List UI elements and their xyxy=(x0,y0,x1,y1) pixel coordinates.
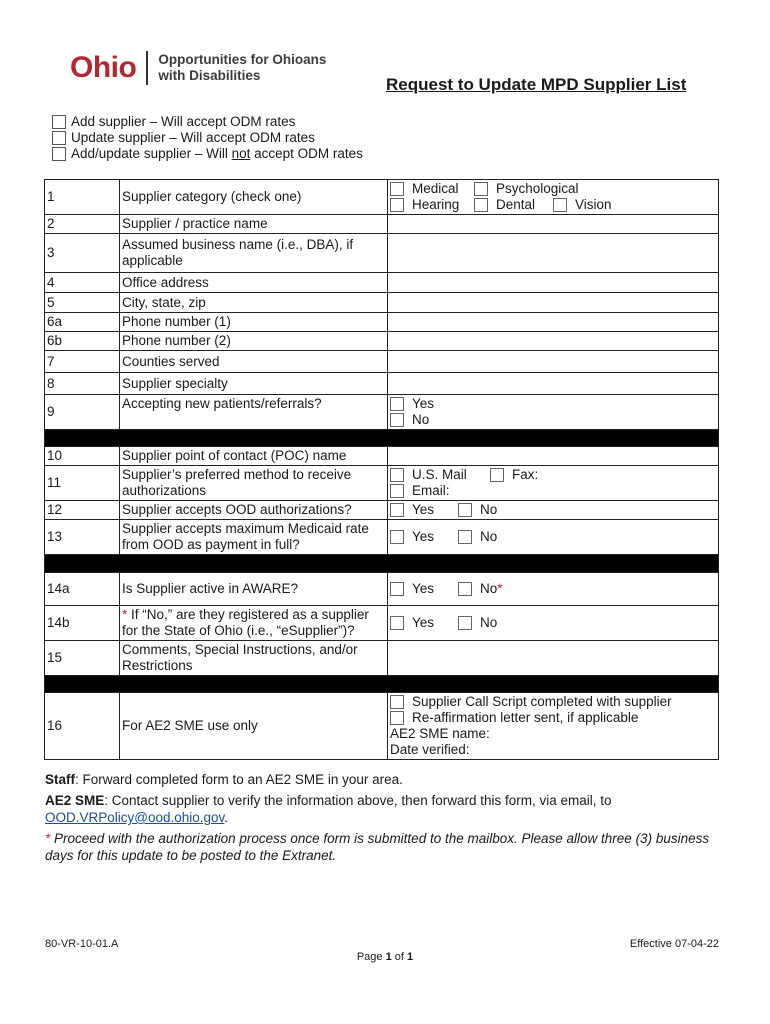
dental-label: Dental xyxy=(496,197,536,212)
option-add-update-supplier xyxy=(52,146,363,162)
city-state-zip-field[interactable] xyxy=(388,293,719,313)
proceed-note: * Proceed with the authorization process once form is submitted to the mailbox. Please allow three (3) business days for this update to be posted to the Extranet. xyxy=(45,831,710,863)
fax-checkbox[interactable] xyxy=(490,468,504,482)
row-number: 14b xyxy=(45,606,120,641)
row-number: 6b xyxy=(45,332,120,351)
yes-label: Yes xyxy=(412,581,435,596)
accepting-no-checkbox[interactable] xyxy=(390,413,404,427)
email-label: Email: xyxy=(412,483,450,498)
medical-label: Medical xyxy=(412,181,459,196)
esupplier-no-checkbox[interactable] xyxy=(458,616,472,630)
table-row xyxy=(45,520,719,555)
phone-1-field[interactable] xyxy=(388,313,719,332)
row-number: 10 xyxy=(45,447,120,466)
supplier-form-table xyxy=(44,179,719,760)
accepts-authorizations-options xyxy=(388,501,719,520)
no-label: No xyxy=(480,581,498,596)
row-question: Supplier accepts maximum Medicaid rate from OOD as payment in full? xyxy=(120,520,388,555)
accepting-patients-options xyxy=(388,395,719,430)
logo-divider xyxy=(146,51,148,85)
row-number: 15 xyxy=(45,641,120,676)
row-number: 8 xyxy=(45,373,120,395)
row-question: Office address xyxy=(120,273,388,293)
medicaid-rate-no-checkbox[interactable] xyxy=(458,530,472,544)
esupplier-question-text: If “No,” are they registered as a supplier for the State of Ohio (i.e., “eSupplier”)? xyxy=(122,607,369,638)
office-address-field[interactable] xyxy=(388,273,719,293)
ae2-sme-section xyxy=(388,693,719,760)
row-number: 14a xyxy=(45,573,120,606)
call-script-checkbox[interactable] xyxy=(390,695,404,709)
aware-no-checkbox[interactable] xyxy=(458,582,472,596)
table-row xyxy=(45,395,719,430)
row-number: 9 xyxy=(45,395,120,430)
staff-instruction: Staff: Forward completed form to an AE2 SME in your area. xyxy=(45,772,403,787)
row-question: Supplier’s preferred method to receive authorizations xyxy=(120,466,388,501)
accepts-medicaid-rate-options xyxy=(388,520,719,555)
table-row xyxy=(45,313,719,332)
row-question: Phone number (1) xyxy=(120,313,388,332)
table-row xyxy=(45,373,719,395)
ohio-wordmark: Ohio xyxy=(70,51,137,84)
accepts-auth-no-checkbox[interactable] xyxy=(458,503,472,517)
yes-label: Yes xyxy=(412,615,435,630)
row-number: 6a xyxy=(45,313,120,332)
table-row xyxy=(45,447,719,466)
add-update-supplier-checkbox[interactable] xyxy=(52,147,66,161)
esupplier-options xyxy=(388,606,719,641)
row-question: For AE2 SME use only xyxy=(120,693,388,760)
table-row xyxy=(45,273,719,293)
psychological-label: Psychological xyxy=(496,181,579,196)
row-question xyxy=(120,606,388,641)
dental-checkbox[interactable] xyxy=(474,198,488,212)
row-question: Supplier specialty xyxy=(120,373,388,395)
ood-logo xyxy=(70,48,326,88)
vision-label: Vision xyxy=(575,197,612,212)
supplier-category-options xyxy=(388,180,719,215)
no-label: No xyxy=(480,615,498,630)
table-row xyxy=(45,693,719,760)
medicaid-rate-yes-checkbox[interactable] xyxy=(390,530,404,544)
row-question: Assumed business name (i.e., DBA), if applicable xyxy=(120,234,388,273)
accepts-auth-yes-checkbox[interactable] xyxy=(390,503,404,517)
no-label: No xyxy=(480,529,498,544)
document-title: Request to Update MPD Supplier List xyxy=(386,75,687,94)
reaffirmation-label: Re-affirmation letter sent, if applicable xyxy=(412,710,639,725)
table-row xyxy=(45,466,719,501)
table-row xyxy=(45,606,719,641)
row-question: Is Supplier active in AWARE? xyxy=(120,573,388,606)
table-row xyxy=(45,501,719,520)
reaffirmation-checkbox[interactable] xyxy=(390,711,404,725)
table-row xyxy=(45,351,719,373)
table-row xyxy=(45,293,719,313)
row-question: City, state, zip xyxy=(120,293,388,313)
row-question: Counties served xyxy=(120,351,388,373)
dba-field[interactable] xyxy=(388,234,719,273)
row-number: 5 xyxy=(45,293,120,313)
supplier-name-field[interactable] xyxy=(388,215,719,234)
row-question: Accepting new patients/referrals? xyxy=(120,395,388,430)
yes-label: Yes xyxy=(412,529,435,544)
row-number: 13 xyxy=(45,520,120,555)
row-question: Supplier accepts OOD authorizations? xyxy=(120,501,388,520)
instructions xyxy=(45,771,725,868)
authorization-method-options xyxy=(388,466,719,501)
no-label: No xyxy=(480,502,498,517)
table-row xyxy=(45,234,719,273)
accepting-yes-checkbox[interactable] xyxy=(390,397,404,411)
logo-tagline xyxy=(158,52,326,84)
call-script-label: Supplier Call Script completed with supplier xyxy=(412,694,672,709)
add-update-supplier-label: Add/update supplier – Will not accept ODM rates xyxy=(71,146,363,161)
row-question: Supplier point of contact (POC) name xyxy=(120,447,388,466)
row-question: Phone number (2) xyxy=(120,332,388,351)
section-divider xyxy=(45,430,719,447)
row-number: 11 xyxy=(45,466,120,501)
page-number: Page 1 of 1 xyxy=(356,951,414,963)
hearing-label: Hearing xyxy=(412,197,460,212)
ae2-sme-name-field[interactable]: AE2 SME name: xyxy=(390,726,490,741)
option-add-supplier xyxy=(52,114,363,130)
vision-checkbox[interactable] xyxy=(553,198,567,212)
no-label: No xyxy=(412,412,430,427)
active-in-aware-options xyxy=(388,573,719,606)
email-checkbox[interactable] xyxy=(390,484,404,498)
required-asterisk: * xyxy=(497,581,503,596)
form-code: 80-VR-10-01.A xyxy=(45,938,119,950)
logo-tagline-line-2: with Disabilities xyxy=(158,68,261,83)
row-number: 4 xyxy=(45,273,120,293)
option-update-supplier xyxy=(52,130,363,146)
row-number: 3 xyxy=(45,234,120,273)
logo-tagline-line-1: Opportunities for Ohioans xyxy=(158,52,327,67)
row-question: Supplier category (check one) xyxy=(120,180,388,215)
row-number: 16 xyxy=(45,693,120,760)
add-supplier-checkbox[interactable] xyxy=(52,115,66,129)
policy-email-link[interactable]: OOD.VRPolicy@ood.ohio.gov xyxy=(45,810,225,825)
row-question: Supplier / practice name xyxy=(120,215,388,234)
date-verified-field[interactable]: Date verified: xyxy=(390,742,470,757)
phone-2-field[interactable] xyxy=(388,332,719,351)
table-row xyxy=(45,180,719,215)
aware-yes-checkbox[interactable] xyxy=(390,582,404,596)
row-number: 1 xyxy=(45,180,120,215)
supplier-specialty-field[interactable] xyxy=(388,373,719,395)
table-row xyxy=(45,332,719,351)
request-type-options xyxy=(52,114,363,162)
comments-field[interactable] xyxy=(388,641,719,676)
row-number: 2 xyxy=(45,215,120,234)
effective-date: Effective 07-04-22 xyxy=(629,938,719,950)
esupplier-yes-checkbox[interactable] xyxy=(390,616,404,630)
us-mail-label: U.S. Mail xyxy=(412,467,467,482)
psychological-checkbox[interactable] xyxy=(474,182,488,196)
fax-label: Fax: xyxy=(512,467,539,482)
table-row xyxy=(45,573,719,606)
update-supplier-label: Update supplier – Will accept ODM rates xyxy=(71,130,315,145)
yes-label: Yes xyxy=(412,396,435,411)
sme-instruction: AE2 SME: Contact supplier to verify the information above, then forward this form, via email, to OOD.VRPolicy@ood.ohio.gov. xyxy=(45,793,612,825)
row-question: Comments, Special Instructions, and/or Restrictions xyxy=(120,641,388,676)
table-row xyxy=(45,215,719,234)
us-mail-checkbox[interactable] xyxy=(390,468,404,482)
section-divider xyxy=(45,676,719,693)
add-supplier-label: Add supplier – Will accept ODM rates xyxy=(71,114,296,129)
table-row xyxy=(45,641,719,676)
poc-name-field[interactable] xyxy=(388,447,719,466)
yes-label: Yes xyxy=(412,502,435,517)
medical-checkbox[interactable] xyxy=(390,182,404,196)
counties-served-field[interactable] xyxy=(388,351,719,373)
hearing-checkbox[interactable] xyxy=(390,198,404,212)
update-supplier-checkbox[interactable] xyxy=(52,131,66,145)
section-divider xyxy=(45,555,719,573)
row-number: 7 xyxy=(45,351,120,373)
note-asterisk: * xyxy=(122,607,128,622)
row-number: 12 xyxy=(45,501,120,520)
